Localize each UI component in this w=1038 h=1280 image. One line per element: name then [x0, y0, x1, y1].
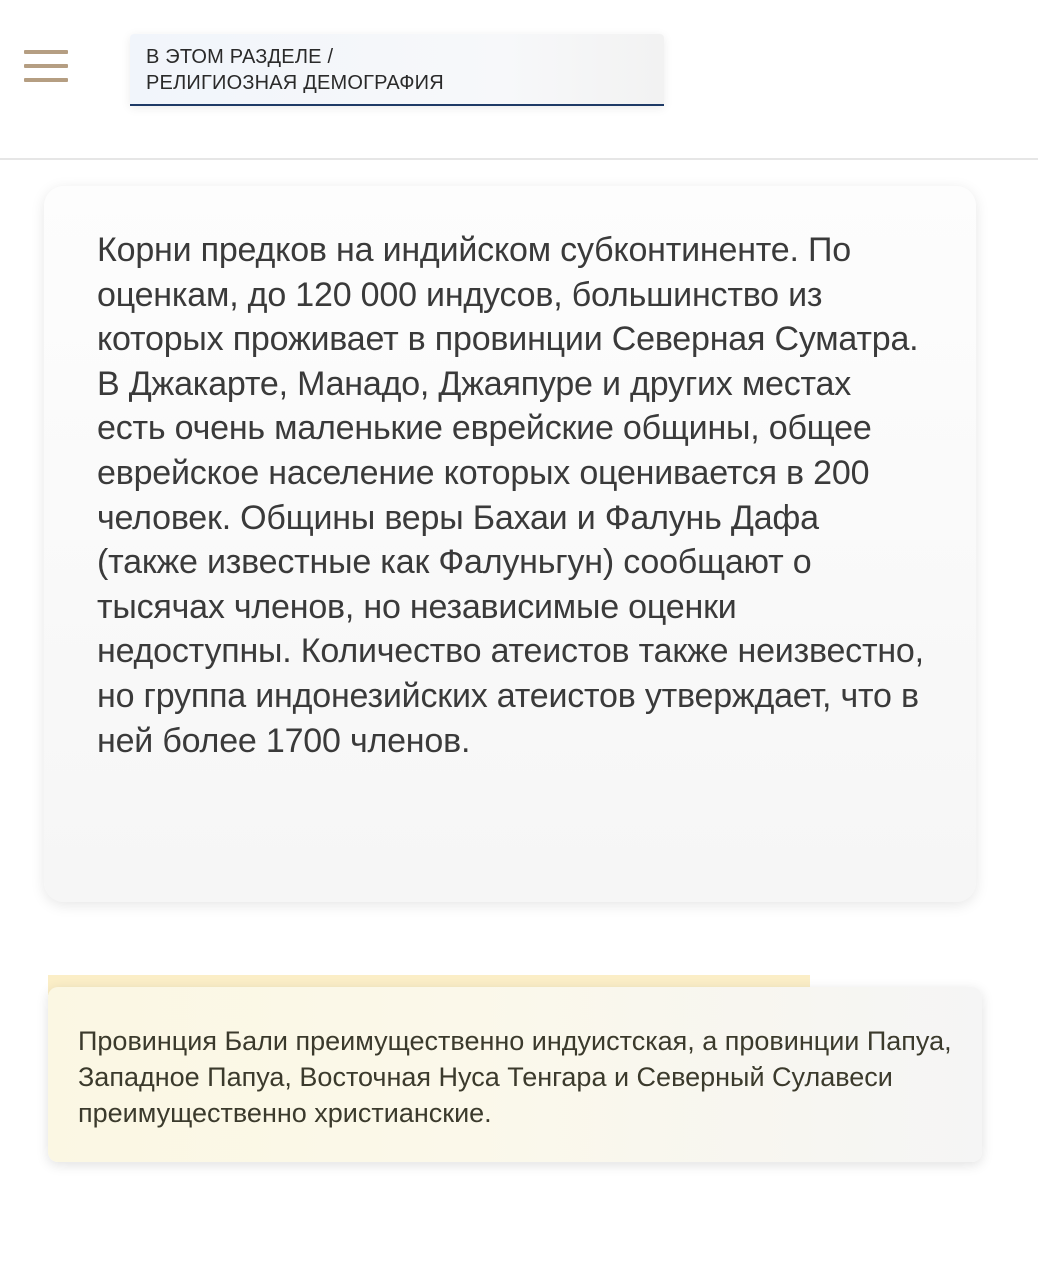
breadcrumb-section-label: В ЭТОМ РАЗДЕЛЕ / — [146, 46, 334, 68]
secondary-text-card — [48, 987, 982, 1162]
section-breadcrumb[interactable] — [130, 34, 664, 106]
main-text-card — [44, 186, 976, 902]
main-card-text: Корни предков на индийском субконтиненте. По оценкам, до 120 000 индусов, большинство из которых проживает в провинции Северная Суматра. В Джакарте, Манадо, Джаяпуре и других местах есть очень маленькие еврейские общины, общее еврейское население которых оценивается в 200 человек. Общины веры Бахаи и Фалунь Дафа (также известные как Фалуньгун) сообщают о тысячах членов, но независимые оценки недоступны. Количество атеистов также неизвестно, но группа индонезийских атеистов утверждает, что в ней более 1700 членов. — [97, 231, 924, 760]
breadcrumb-current-section: РЕЛИГИОЗНАЯ ДЕМОГРАФИЯ — [146, 72, 444, 94]
menu-bar — [24, 64, 68, 68]
menu-bar — [24, 50, 68, 54]
secondary-card-text: Провинция Бали преимущественно индуистская, а провинции Папуа, Западное Папуа, Восточная Нуса Тенгара и Северный Сулавеси преимущественно христианские. — [78, 1026, 952, 1128]
hamburger-menu-icon[interactable] — [22, 46, 70, 90]
top-header — [0, 0, 1038, 160]
menu-bar — [24, 78, 68, 82]
